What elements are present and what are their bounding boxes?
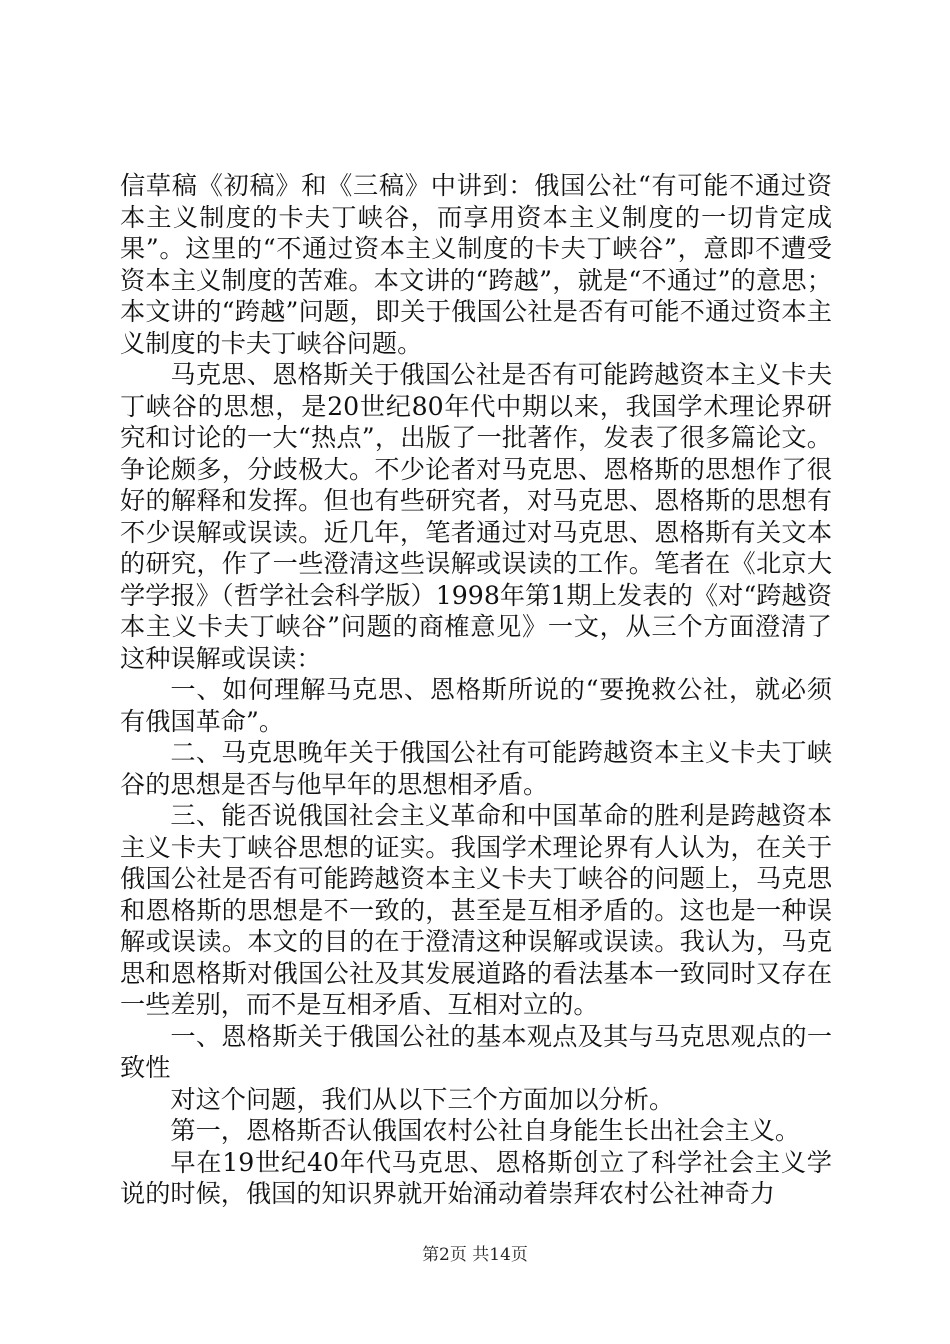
paragraph-3: 一、如何理解马克思、恩格斯所说的“要挽救公社，就必须有俄国革命”。: [120, 675, 832, 736]
paragraph-1: 信草稿《初稿》和《三稿》中讲到：俄国公社“有可能不通过资本主义制度的卡夫丁峡谷，而享用资本主义制度的一切肯定成果”。这里的“不通过资本主义制度的卡夫丁峡谷”，意即不遭受资本主义制度的苦难。本文讲的“跨越”，就是“不通过”的意思；本文讲的“跨越”问题，即关于俄国公社是否有可能不通过资本主义制度的卡夫丁峡谷问题。: [120, 171, 832, 358]
paragraph-4: 二、马克思晚年关于俄国公社有可能跨越资本主义卡夫丁峡谷的思想是否与他早年的思想相矛盾。: [120, 738, 832, 799]
paragraph-8: 第一，恩格斯否认俄国农村公社自身能生长出社会主义。: [170, 1116, 801, 1145]
page-number-footer: 第2页 共14页: [422, 1245, 528, 1265]
body-text: [120, 170, 832, 1210]
section-heading: 一、恩格斯关于俄国公社的基本观点及其与马克思观点的一致性: [120, 1021, 832, 1082]
paragraph-7: 对这个问题，我们从以下三个方面加以分析。: [170, 1084, 675, 1114]
paragraph-9: 早在19世纪40年代马克思、恩格斯创立了科学社会主义学说的时候，俄国的知识界就开始涌动着崇拜农村公社神奇力: [120, 1147, 832, 1208]
paragraph-2: 马克思、恩格斯关于俄国公社是否有可能跨越资本主义卡夫丁峡谷的思想，是20世纪80年代中期以来，我国学术理论界研究和讨论的一大“热点”，出版了一批著作，发表了很多篇论文。争论颇多，分歧极大。不少论者对马克思、恩格斯的思想作了很好的解释和发挥。但也有些研究者，对马克思、恩格斯的思想有不少误解或误读。近几年，笔者通过对马克思、恩格斯有关文本的研究，作了一些澄清这些误解或误读的工作。笔者在《北京大学学报》（哲学社会科学版）1998年第1期上发表的《对“跨越资本主义卡夫丁峡谷”问题的商榷意见》一文，从三个方面澄清了这种误解或误读：: [120, 360, 832, 673]
paragraph-5: 三、能否说俄国社会主义革命和中国革命的胜利是跨越资本主义卡夫丁峡谷思想的证实。我国学术理论界有人认为，在关于俄国公社是否有可能跨越资本主义卡夫丁峡谷的问题上，马克思和恩格斯的思想是不一致的，甚至是互相矛盾的。这也是一种误解或误读。本文的目的在于澄清这种误解或误读。我认为，马克思和恩格斯对俄国公社及其发展道路的看法基本一致同时又存在一些差别，而不是互相矛盾、互相对立的。: [120, 801, 832, 1019]
